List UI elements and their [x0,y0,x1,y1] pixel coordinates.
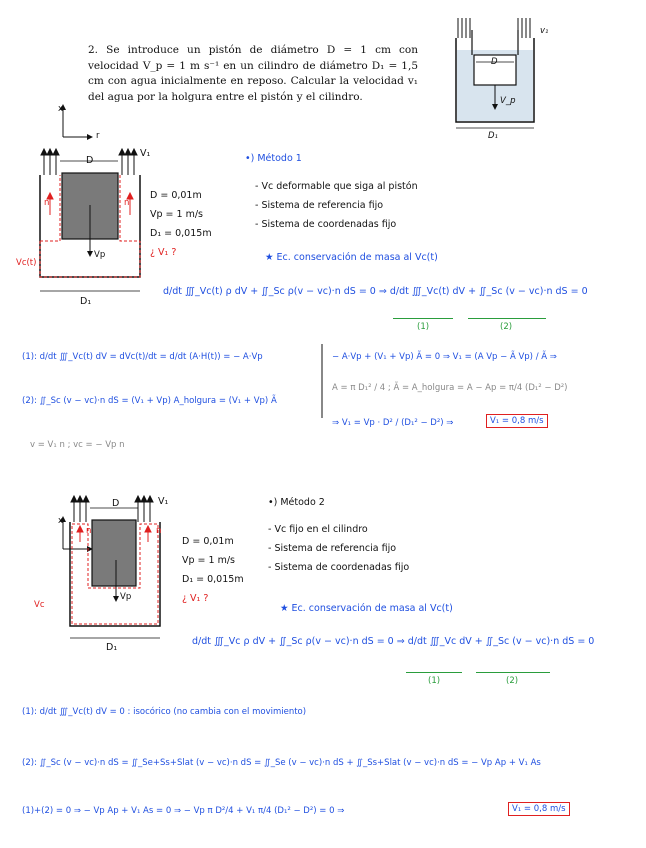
problem-statement [88,43,418,105]
diagram-D1-label-m2: D₁ [106,642,118,653]
label-1-m1: (1) [417,322,430,332]
diagram-D1-label-m1: D₁ [80,296,92,307]
method1-eq2: (2): ∬_Sc (v − vc)·n dS = (V₁ + Vp) A_holgura = (V₁ + Vp) Ã [22,396,277,406]
normal-n-right-m1: n [124,198,130,208]
method2-bullet-2: - Sistema de referencia fijo [268,543,397,554]
method1-conservation-title: ★ Ec. conservación de masa al Vc(t) [265,252,438,263]
problem-text: Se introduce un pistón de diámetro D = 1 cm con velocidad V_p = 1 m s⁻¹ en un cilindro de diámetro D₁ = 1,5 cm con agua inicialmente en reposo. Calcular la velocidad v₁ del agua por la holgura entre el pistón y el cilindro. [88,44,418,103]
underline-1-m1 [393,318,453,319]
label-2-m2: (2) [506,676,519,686]
problem-figure [452,10,552,140]
unknown-V1-m1: ¿ V₁ ? [150,247,177,258]
underline-2-m1 [468,318,546,319]
method2-bullet-3: - Sistema de coordenadas fijo [268,562,410,573]
cylinder-diagram-m1 [30,145,160,320]
method1-side1: − A·Vp + (V₁ + Vp) Ã = 0 ⇒ V₁ = (A Vp − Ã Vp) / Ã ⇒ [332,352,557,362]
normal-n-left-m1: n [44,198,50,208]
diagram-V1-label-m1: V₁ [140,148,151,159]
fig-label-D: D [491,57,498,67]
method2-main-equation: d/dt ∭_Vc ρ dV + ∬_Sc ρ(v − vc)·n dS = 0 ⇒ d/dt ∭_Vc dV + ∬_Sc (v − vc)·n dS = 0 [192,636,595,647]
diagram-Vc-label-m1: Vc(t) [16,258,37,268]
method1-bullet-1: - Vc deformable que siga al pistón [255,181,418,192]
method2-bullet-1: - Vc fijo en el cilindro [268,524,368,535]
method2-eq2: (2): ∬_Sc (v − vc)·n dS = ∬_Se+Ss+Slat (v − vc)·n dS = ∬_Se (v − vc)·n dS + ∬_Ss+Slat (v − vc)·n dS = − Vp Ap + V₁ As [22,758,541,768]
given-Vp-m2: Vp = 1 m/s [182,555,235,566]
method1-eq1: (1): d/dt ∭_Vc(t) dV = dVc(t)/dt = d/dt (A·H(t)) = − A·Vp [22,352,263,362]
normal-n-right-m2: n [156,526,162,536]
method2-conservation-title: ★ Ec. conservación de masa al Vc(t) [280,603,453,614]
method1-main-equation: d/dt ∭_Vc(t) ρ dV + ∬_Sc ρ(v − vc)·n dS = 0 ⇒ d/dt ∭_Vc(t) dV + ∬_Sc (v − vc)·n dS = 0 [163,286,588,297]
method2-bullets [268,520,409,577]
axis-x-label-m1: x [58,104,64,114]
given-data-m1 [150,186,212,262]
method2-eq3: (1)+(2) = 0 ⇒ − Vp Ap + V₁ As = 0 ⇒ − Vp π D²/4 + V₁ π/4 (D₁² − D²) = 0 ⇒ [22,806,345,816]
given-D-m1: D = 0,01m [150,190,202,201]
diagram-V1-label-m2: V₁ [158,496,169,507]
method2-title: •) Método 2 [268,497,325,508]
method1-bullet-3: - Sistema de coordenadas fijo [255,219,397,230]
fig-label-Vp: V_p [500,96,516,106]
given-D-m2: D = 0,01m [182,536,234,547]
normal-n-left-m2: n [86,526,92,536]
method1-result: V₁ = 0,8 m/s [486,414,548,428]
underline-1-m2 [406,672,462,673]
brace-m1 [320,342,328,422]
diagram-D-label-m2: D [112,498,120,509]
method1-title: •) Método 1 [245,153,302,164]
diagram-Vp-label-m1: Vp [94,250,106,260]
axis-r-label-m1: r [96,131,100,141]
diagram-Vp-label-m2: Vp [120,592,132,602]
method1-bullet-2: - Sistema de referencia fijo [255,200,384,211]
method2-eq1: (1): d/dt ∭_Vc(t) dV = 0 : isocórico (no cambia con el movimiento) [22,707,307,717]
problem-number: 2. [88,44,99,56]
fig-label-v1: v₁ [540,26,549,36]
given-Vp-m1: Vp = 1 m/s [150,209,203,220]
unknown-V1-m2: ¿ V₁ ? [182,593,209,604]
method1-footnote: v = V₁ n ; vc = − Vp n [30,440,125,450]
method2-result: V₁ = 0,8 m/s [508,802,570,816]
method1-bullets [255,177,418,234]
method1-side3: ⇒ V₁ = Vp · D² / (D₁² − D²) ⇒ [332,418,454,428]
given-data-m2 [182,532,244,608]
axis-x-label-m2: x [58,516,64,526]
label-2-m1: (2) [500,322,513,332]
underline-2-m2 [476,672,550,673]
given-D1-m2: D₁ = 0,015m [182,574,244,585]
fig-label-D1: D₁ [488,131,498,141]
given-D1-m1: D₁ = 0,015m [150,228,212,239]
method1-side2: A = π D₁² / 4 ; Ã = A_holgura = A − Ap = π/4 (D₁² − D²) [332,383,568,393]
diagram-Vc-label-m2: Vc [34,600,45,610]
label-1-m2: (1) [428,676,441,686]
diagram-D-label-m1: D [86,155,94,166]
